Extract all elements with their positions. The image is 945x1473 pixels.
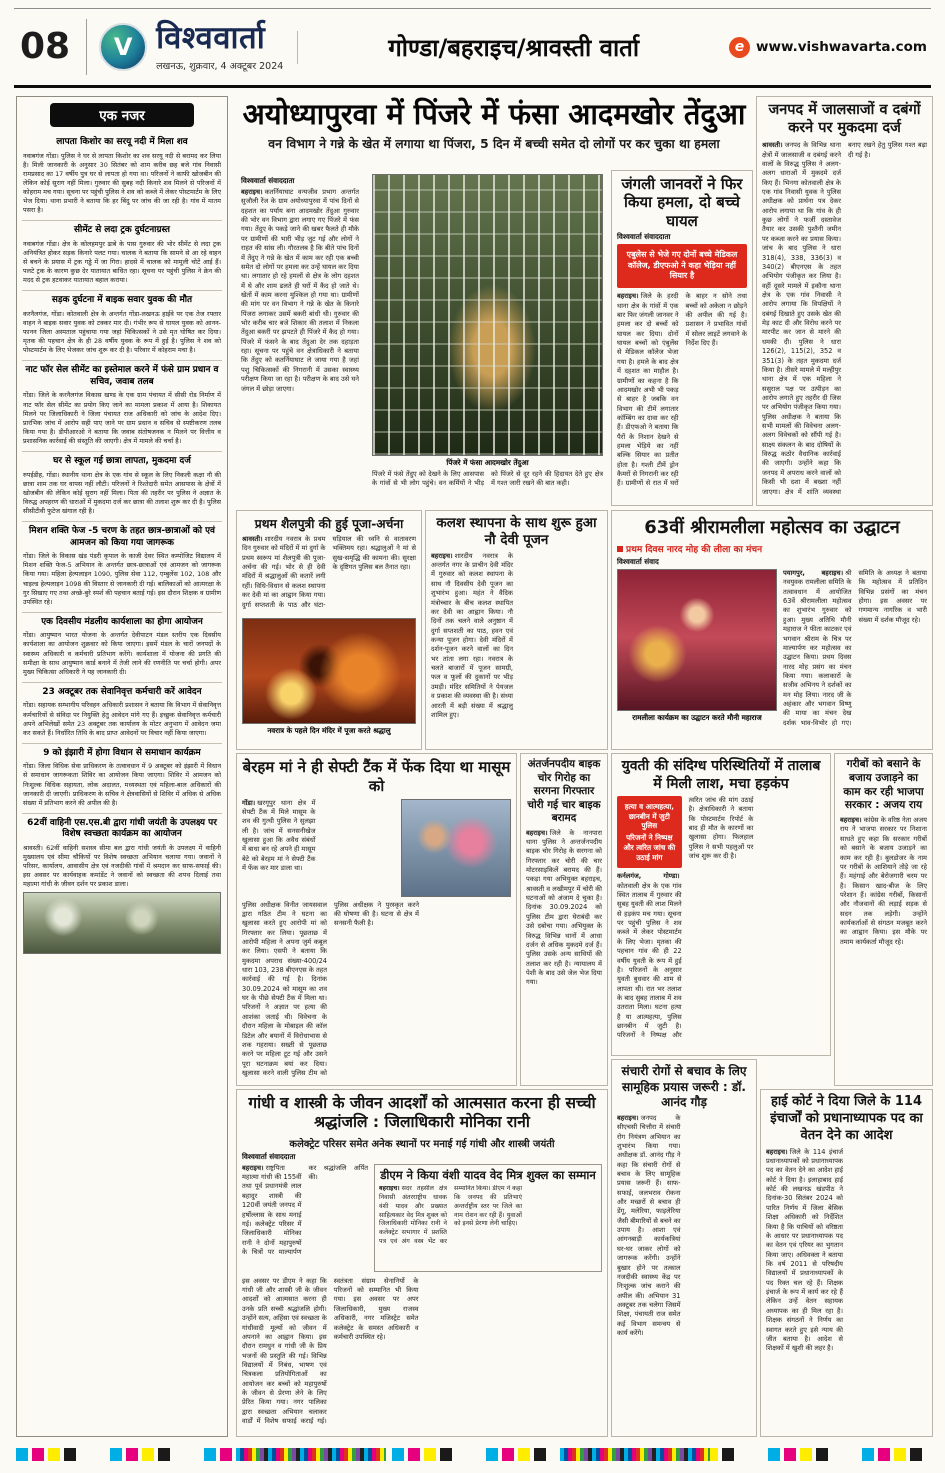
sanchari-headline: संचारी रोगों से बचाव के लिए सामूहिक प्रयास जरूरी : डॉ. आनंद गौड़ (621, 1064, 747, 1110)
highcourt-headline: हाई कोर्ट ने दिया जिले के 114 इंचार्जों को प्रधानाध्यापक पद का वेतन देने का आदेश (770, 1094, 923, 1143)
brief-legal-camp (22, 744, 222, 814)
kalash-body: बहराइच। शारदीय नवरात्र के अन्तर्गत नगर के प्राचीन देवी मंदिर में गुरुवार को कलश स्थापना के साथ नौ दिवसीय देवी पूजन का शुभारंभ हुआ। महंत ने वैदिक मंत्रोच्चार के बीच कलश स्थापित कर देवी का आह्वान किया। नौ दिनों तक चलने वाले अनुष्ठान में दुर्गा सप्तशती का पाठ, हवन एवं कन्या पूजन होगा। देवी मंदिरों में दर्शन-पूजन करने वालों का दिन भर तांता लगा रहा। नवरात्र के चलते बाजारों में पूजन सामग्री, फल व फूलों की दुकानों पर भीड़ उमड़ी। मंदिर समितियों ने पेयजल व प्रकाश की व्यवस्था की है। संध्या आरती में बड़ी संख्या में श्रद्धालु शामिल हुए। (431, 551, 513, 719)
lead-body: बहराइच। कतर्नियाघाट वन्यजीव प्रभाग अन्तर्गत सुजौली रेंज के ग्राम अयोध्यापुरवा में पांच दिनों से दहशत का पर्याय बना आदमखोर तेंदुआ गुरुवार की भोर वन विभाग द्वारा लगाए गए पिंजरे में फंस गया। तेंदुए के पकड़े जाने की खबर फैलते ही मौके पर ग्रामीणों की भारी भीड़ जुट गई और लोगों ने राहत की सांस ली। गौरतलब है कि बीते पांच दिनों में तेंदुए ने गन्ने के खेत में काम कर रही एक बच्ची समेत दो लोगों पर हमला कर उन्हें घायल कर दिया था। लगातार हो रहे हमलों से क्षेत्र के लोग दहशत में थे और शाम ढलते ही घरों में कैद हो जाते थे। खेतों में काम करना मुश्किल हो गया था। ग्रामीणों की मांग पर वन विभाग ने गन्ने के खेत के किनारे पिंजरा लगाकर उसमें बकरी बांधी थी। गुरुवार की भोर करीब चार बजे शिकार की तलाश में निकला तेंदुआ बकरी पर झपटते ही पिंजरे में कैद हो गया। पिंजरे में फंसने के बाद तेंदुआ देर तक दहाड़ता रहा। सूचना पर पहुंचे वन क्षेत्राधिकारी ने बताया कि तेंदुए को कतर्नियाघाट ले जाया गया है जहां पशु चिकित्सकों की निगरानी में उसका स्वास्थ्य परीक्षण किया जा रहा है। परीक्षण के बाद उसे घने जंगल में छोड़ा जाएगा। (241, 188, 359, 393)
article-dm-samman (374, 1164, 602, 1272)
brief-headline: 9 को इंझारी में होगा विधान से समाधान कार्यक्रम (43, 747, 201, 758)
brief-headline: घर से स्कूल गई छात्रा लापता, मुकदमा दर्ज (53, 456, 191, 467)
brief-ssb-swachhata (22, 814, 222, 961)
brief-body: करनैलगंज, गोंडा। कोतवाली क्षेत्र के अन्तर्गत गोंडा-लखनऊ हाईवे पर एक तेज रफ्तार वाहन ने बाइक सवार युवक को टक्कर मार दी। गंभीर रूप से घायल युवक को आनन-फानन जिला अस्पताल पहुंचाया गया जहां चिकित्सकों ने उसे मृत घोषित कर दिया। मृतक की पहचान क्षेत्र के ही 28 वर्षीय युवक के रूप में हुई है। पुलिस ने शव को पोस्टमार्टम के लिए भेजकर जांच शुरू कर दी है। परिवार में कोहराम मचा है। (23, 309, 221, 355)
gandhi-headline: गांधी व शास्त्री के जीवन आदर्शों को आत्मसात करना ही सच्ची श्रद्धांजलि : जिलाधिकारी मोनिका रानी (248, 1094, 596, 1132)
berham-dateline: गोंडा। (242, 798, 256, 807)
puja-photo-caption: नवरात्र के पहले दिन मंदिर में पूजा करते श्रद्धालु (267, 726, 391, 735)
brief-headline: लापता किशोर का सरयू नदी में मिला शव (56, 137, 188, 147)
brief-missing-boy (22, 133, 222, 221)
garib-body: बहराइच। कांग्रेस के वरिष्ठ नेता अजय राय ने भाजपा सरकार पर निशाना साधते हुए कहा कि सरकार गरीबों को बसाने के बजाय उजाड़ने का काम कर रही है। बुलडोजर के नाम पर गरीबों के आशियाने तोड़े जा रहे हैं। महंगाई और बेरोजगारी चरम पर है। किसान खाद-बीज के लिए परेशान हैं। कांग्रेस गरीबों, किसानों और नौजवानों की लड़ाई सड़क से सदन तक लड़ेगी। उन्होंने कार्यकर्ताओं से संगठन मजबूत करने का आह्वान किया। इस मौके पर तमाम कार्यकर्ता मौजूद रहे। (840, 816, 927, 946)
gandhi-byline: विश्ववार्ता संवाददाता (242, 1151, 296, 1161)
yuvati-body: कोतवाली क्षेत्र के एक गांव स्थित तालाब में गुरुवार की सुबह युवती की लाश मिलने से हड़कंप मच गया। सूचना पर पहुंची पुलिस ने शव कब्जे में लेकर पोस्टमार्टम के लिए भेजा। मृतका की पहचान गांव की ही 22 वर्षीय युवती के रूप में हुई है। परिजनों के अनुसार युवती बुधवार की शाम से लापता थी। रात भर तलाश के बाद सुबह तालाब में शव उतराता मिला। घटना हत्या है या आत्महत्या, पुलिस छानबीन में जुटी है। परिजनों ने निष्पक्ष और त्वरित जांच की मांग उठाई है। क्षेत्राधिकारी ने बताया कि पोस्टमार्टम रिपोर्ट के बाद ही मौत के कारणों का खुलासा होगा। फिलहाल पुलिस ने सभी पहलुओं पर जांच शुरू कर दी है। (617, 796, 754, 1040)
shail-body: श्रावस्ती। शारदीय नवरात्र के प्रथम दिन गुरुवार को मंदिरों में मां दुर्गा के प्रथम स्वरूप मां शैलपुत्री की पूजा-अर्चना की गई। भोर से ही देवी मंदिरों में श्रद्धालुओं की कतारें लगी रहीं। विधि-विधान से कलश स्थापना कर देवी मां का आह्वान किया गया। दुर्गा सप्तशती के पाठ और घंटा-घड़ियाल की ध्वनि से वातावरण भक्तिमय रहा। श्रद्धालुओं ने मां से सुख-समृद्धि की कामना की। सुरक्षा के दृष्टिगत पुलिस बल तैनात रहा। (242, 535, 416, 609)
color-calibration-strip (236, 1448, 386, 1461)
garib-dateline: बहराइच। (840, 816, 862, 825)
berham-top-row (242, 799, 511, 897)
gandhi-body-1: बहराइच। राष्ट्रपिता महात्मा गांधी की 155वीं तथा पूर्व प्रधानमंत्री लाल बहादुर शास्त्री की 120वीं जयंती जनपद में हर्षोल्लास के साथ मनाई गई। कलेक्ट्रेट परिसर में जिलाधिकारी मोनिका रानी ने दोनों महापुरुषों के चित्रों पर माल्यार्पण कर श्रद्धांजलि अर्पित की। (242, 1163, 368, 1256)
article-highcourt-order (760, 1089, 933, 1437)
cmyk-registration-strip (16, 1448, 933, 1461)
attack-headline: जंगली जानवरों ने फिर किया हमला, दो बच्चे घायल (621, 175, 743, 230)
bike-body: बहराइच। जिले के नानपारा थाना पुलिस ने अन्तर्जनपदीय बाइक चोर गिरोह के सरगना को गिरफ्तार कर चोरी की चार मोटरसाइकिलें बरामद की हैं। पकड़ा गया अभियुक्त बहराइच, श्रावस्ती व लखीमपुर में चोरी की घटनाओं को अंजाम दे चुका है। दिनांक 30.09.2024 को पुलिस टीम द्वारा घेराबंदी कर उसे दबोचा गया। अभियुक्त के विरुद्ध विभिन्न थानों में आधा दर्जन से अधिक मुकदमे दर्ज हैं। पुलिस उसके अन्य साथियों की तलाश कर रही है। न्यायालय में पेशी के बाद उसे जेल भेज दिया गया। (526, 828, 602, 987)
highcourt-dateline: बहराइच। (766, 1147, 788, 1156)
article-safety-tank-murder (236, 753, 517, 1086)
brief-body: गोंडा। जिले के करनैलगंज विकास खण्ड के एक ग्राम पंचायत में सीसी रोड निर्माण में नाट फॉर सेल सीमेंट का प्रयोग किए जाने का मामला प्रकाश में आया है। शिकायत मिलने पर जिलाधिकारी ने जिला पंचायत राज अधिकारी को जांच के आदेश दिए। प्रारंभिक जांच में आरोप सही पाए जाने पर ग्राम प्रधान व सचिव से स्पष्टीकरण तलब किया गया है। डीपीआरओ ने बताया कि जवाब संतोषजनक न मिलने पर वित्तीय व प्रशासनिक कार्रवाई की संस्तुति की जाएगी। क्षेत्र में मामले की चर्चा है। (23, 391, 221, 445)
fraud-body: श्रावस्ती। जनपद के विभिन्न थाना क्षेत्रों में जालसाजी व दबंगई करने वालों के विरुद्ध पुलिस ने अलग-अलग धाराओं में मुकदमे दर्ज किए हैं। भिनगा कोतवाली क्षेत्र के एक गांव निवासी युवक ने पुलिस अधीक्षक को प्रार्थना पत्र देकर आरोप लगाया था कि गांव के ही कुछ लोगों ने फर्जी दस्तावेज तैयार कर उसकी पुश्तैनी जमीन पर कब्जा करने का प्रयास किया। जांच के बाद पुलिस ने धारा 318(4), 338, 336(3) व 340(2) बीएनएस के तहत अभियोग पंजीकृत कर लिया है। वहीं दूसरे मामले में इकौना थाना क्षेत्र के एक गांव निवासी ने आरोप लगाया कि विपक्षियों ने दबंगई दिखाते हुए उसके खेत की मेड़ काट दी और विरोध करने पर मारपीट कर जान से मारने की धमकी दी। पुलिस ने धारा 126(2), 115(2), 352 व 351(3) के तहत मुकदमा दर्ज किया है। तीसरे मामले में मल्हीपुर थाना क्षेत्र में एक महिला ने ससुराल पक्ष पर उत्पीड़न का आरोप लगाते हुए तहरीर दी जिस पर अभियोग पंजीकृत किया गया। पुलिस अधीक्षक ने बताया कि सभी मामलों की विवेचना अलग-अलग विवेचकों को सौंपी गई है। साक्ष्य संकलन के बाद दोषियों के विरुद्ध कठोर वैधानिक कार्रवाई की जाएगी। उन्होंने कहा कि जनपद में अपराध करने वालों को किसी भी दशा में बख्शा नहीं जाएगा। क्षेत्र में शांति व्यवस्था बनाए रखने हेतु पुलिस गश्त बढ़ा दी गई है। (762, 141, 927, 496)
article-shailputri-puja (236, 510, 422, 750)
brief-body: नवाबगंज गोंडा। पुलिस ने घर से लापता किशोर का शव सरयू नदी से बरामद कर लिया है। मिली जानकारी के अनुसार 30 सितंबर को शाम करीब छह बजे गांव निवासी रामप्रसाद का 17 वर्षीय पुत्र घर से लापता हो गया था। परिजनों ने काफी खोजबीन की लेकिन कोई सुराग नहीं मिला। गुरुवार की सुबह नदी किनारे शव मिलने से परिजनों में कोहराम मच गया। सूचना पर पहुंची पुलिस ने शव को कब्जे में लेकर पोस्टमार्टम के लिए भेज दिया। थाना प्रभारी ने बताया कि हर बिंदु पर जांच की जा रही है। गांव में मातम पसरा है। (23, 151, 221, 215)
attack-body: बहराइच। जिले के हरदी थाना क्षेत्र के गांवों में एक बार फिर जंगली जानवर ने हमला कर दो बच्चों को घायल कर दिया। दोनों घायल बच्चों को एंबुलेंस से मेडिकल कॉलेज भेजा गया है। हमले के बाद क्षेत्र में दहशत का माहौल है। ग्रामीणों का कहना है कि आदमखोर अभी भी पकड़ से बाहर है जबकि वन विभाग की टीमें लगातार कॉम्बिंग का दावा कर रही हैं। डीएफओ ने बताया कि पैरों के निशान देखने से हमला भेड़िये का नहीं बल्कि सियार का प्रतीत होता है। गश्ती टीमें ड्रोन कैमरों से निगरानी कर रही हैं। ग्रामीणों से रात में घरों के बाहर न सोने तथा बच्चों को अकेला न छोड़ने की अपील की गई है। प्रशासन ने प्रभावित गांवों में सोलर लाइटें लगवाने के निर्देश दिए हैं। (617, 292, 747, 488)
brief-retired-apply (22, 683, 222, 744)
yuvati-dateline: कर्नलगंज, गोण्डा। (617, 872, 680, 881)
lead-story-header (234, 94, 754, 170)
kalash-headline: कलश स्थापना के साथ शुरू हुआ नौ देवी पूजन (436, 515, 597, 548)
brief-body: गोंडा। आयुष्मान भारत योजना के अन्तर्गत देवीपाटन मंडल स्तरीय एक दिवसीय कार्यशाला का आयोजन शुक्रवार को किया जाएगा। इसमें मंडल के चारों जनपदों के स्वास्थ्य अधिकारी व कर्मचारी प्रतिभाग करेंगे। कार्यशाला में योजना की प्रगति की समीक्षा के साथ आयुष्मान कार्ड बनाने में तेजी लाने की रणनीति पर चर्चा होगी। अपर मुख्य चिकित्सा अधिकारी ने यह जानकारी दी। (23, 631, 221, 676)
kalash-dateline: बहराइच। (431, 551, 453, 560)
brief-headline: 23 अक्टूबर तक सेवानिवृत्त कर्मचारी करें आवेदन (42, 686, 202, 697)
dm-body: बहराइच। सदर तहसील क्षेत्र निवासी अंतरराष्ट्रीय धावक वंशी यादव और प्रख्यात साहित्यकार वेद मित्र शुक्ल को जिलाधिकारी मोनिका रानी ने कलेक्ट्रेट सभागार में प्रशस्ति पत्र एवं अंग वस्त्र भेंट कर सम्मानित किया। डीएम ने कहा कि जनपद की प्रतिभाएं अन्तर्राष्ट्रीय स्तर पर जिले का नाम रोशन कर रही हैं। युवाओं को इनसे प्रेरणा लेनी चाहिए। (379, 1184, 522, 1246)
shail-dateline: श्रावस्ती। (242, 535, 263, 543)
ramlila-headline: 63वीं श्रीरामलीला महोत्सव का उद्घाटन (644, 517, 900, 538)
brief-missing-girl (22, 452, 222, 522)
brief-headline: एक दिवसीय मंडलीय कार्यशाला का होगा आयोजन (41, 616, 203, 627)
bike-dateline: बहराइच। (526, 828, 548, 837)
police-arrest-photo (401, 799, 511, 897)
page-number: 08 (14, 19, 87, 75)
website-url: www.vishwavarta.com (756, 39, 927, 55)
sanchari-body: बहराइच। जनपद के सीएचसी चित्तौरा में संचारी रोग नियंत्रण अभियान का शुभारंभ किया गया। अधीक्षक डॉ. आनंद गौड़ ने कहा कि संचारी रोगों से बचाव के लिए सामूहिक प्रयास जरूरी हैं। साफ-सफाई, जलभराव रोकना और मच्छरों से बचाव ही डेंगू, मलेरिया, फाइलेरिया जैसी बीमारियों से बचने का उपाय है। आशा एवं आंगनबाड़ी कार्यकत्रियां घर-घर जाकर लोगों को जागरूक करेंगी। उन्होंने बुखार होने पर तत्काल नजदीकी स्वास्थ्य केंद्र पर निःशुल्क जांच कराने की अपील की। अभियान 31 अक्टूबर तक चलेगा जिसमें शिक्षा, पंचायती राज समेत कई विभाग समन्वय से कार्य करेंगे। (617, 1113, 681, 1338)
gandhi-subhead: कलेक्ट्रेट परिसर समेत अनेक स्थानों पर मनाई गई गांधी और शास्त्री जयंती (289, 1138, 555, 1150)
berham-headline: बेरहम मां ने ही सेफ्टी टैंक में फेंक दिया था मासूम को (242, 758, 511, 795)
masthead-logo-icon (99, 23, 147, 71)
article-ajay-rai-statement (834, 753, 933, 1086)
berham-body-2: पुलिस अधीक्षक विनीत जायसवाल द्वारा गठित टीम ने घटना का खुलासा करते हुए आरोपी मां को गिरफ्तार कर लिया। पूछताछ में आरोपी महिला ने अपना जुर्म कबूल कर लिया। एसपी ने बताया कि मुकदमा अपराध संख्या-400/24 धारा 103, 238 बीएनएस के तहत कार्रवाई की गई है। दिनांक 30.09.2024 को मासूम का शव घर के पीछे सेफ्टी टैंक में मिला था। परिजनों ने अज्ञात पर हत्या की आशंका जताई थी। विवेचना के दौरान महिला के मोबाइल की कॉल डिटेल और बयानों में विरोधाभास से शक गहराया। सख्ती से पूछताछ करने पर महिला टूट गई और उसने पूरा घटनाक्रम बयां कर दिया। खुलासा करने वाली पुलिस टीम को पुलिस अधीक्षक ने पुरस्कृत करने की घोषणा की है। घटना से क्षेत्र में सनसनी फैली है। (242, 900, 419, 1077)
brief-body: गोंडा। सहायक सम्भागीय परिवहन अधिकारी प्रशासन ने बताया कि विभाग में सेवानिवृत्त कर्मचारियों से संविदा पर नियुक्ति हेतु आवेदन मांगे गए हैं। इच्छुक सेवानिवृत्त कर्मचारी अपने अभिलेखों समेत 23 अक्टूबर तक कार्यालय के मोटर अनुभाग में आवेदन जमा कर सकते हैं। निर्धारित तिथि के बाद प्राप्त आवेदनों पर विचार नहीं किया जाएगा। (23, 701, 221, 737)
ramlila-kicker: प्रथम दिवस नारद मोह की लीला का मंचन (617, 542, 927, 555)
yuvati-headline: युवती की संदिग्ध परिस्थितियों में तालाब में मिली लाश, मचा हड़कंप (621, 758, 821, 792)
lead-dateline: बहराइच। (241, 188, 263, 196)
garib-headline: गरीबों को बसाने के बजाय उजाड़ने का काम कर रही भाजपा सरकार : अजय राय (843, 758, 924, 812)
brief-truck-accident (22, 221, 222, 291)
yuvati-highlight-2: परिजनों ने निष्पक्ष और त्वरित जांच की उठाई मांग (623, 833, 676, 862)
dm-dateline: बहराइच। (379, 1184, 400, 1192)
ramlila-text-block (783, 569, 927, 731)
lead-body-continued: पिंजरे में फंसे तेंदुए को देखने के लिए आसपास के गांवों से भी लोग पहुंचे। वन कर्मियों ने भीड़ को पिंजरे से दूर रहने की हिदायत देते हुए क्षेत्र में गश्त जारी रखने की बात कही। (372, 470, 603, 488)
brief-headline: 62वीं वाहिनी एस.एस.बी द्वारा गांधी जयंती के उपलक्ष्य पर विशेष स्वच्छता कार्यक्रम का आयोजन (27, 817, 217, 840)
article-pond-body-found (611, 753, 831, 1056)
brief-body: गोंडा। जिले के विकास खंड पंडरी कृपाल के काजी देवर स्थित कम्पोजिट विद्यालय में मिशन शक्ति फेज-5 अभियान के अन्तर्गत छात्र-छात्राओं एवं आमजन को जागरूक किया गया। महिला हेल्पलाइन 1090, पुलिस सेवा 112, एम्बुलेंस 102, 108 और चाइल्ड हेल्पलाइन 1098 की विस्तार से जानकारी दी गई। बालिकाओं को आत्मरक्षा के गुर सिखाए गए तथा अच्छे-बुरे स्पर्श की पहचान बताई गई। इस दौरान शिक्षक व ग्रामीण उपस्थित रहे। (23, 552, 221, 606)
berham-body-1: गोंडा। खरगूपुर थाना क्षेत्र में सेफ्टी टैंक में मिले मासूम के शव की गुत्थी पुलिस ने सुलझा ली है। जांच में सनसनीखेज खुलासा हुआ कि अवैध संबंधों में बाधा बन रहे अपने ही मासूम बेटे को बेरहम मां ने सेफ्टी टैंक में फेंक कर मार डाला था। (242, 798, 316, 873)
sidebar-ek-nazar (16, 96, 228, 1437)
brief-cement-probe (22, 361, 222, 452)
masthead-title: विश्ववार्ता (156, 19, 266, 56)
bike-headline: अंतर्जनपदीय बाइक चोर गिरोह का सरगना गिरफ्तार चोरी गई चार बाइक बरामद (527, 758, 601, 825)
dm-headline: डीएम ने किया वंशी यादव वेद मित्र शुक्ल का सम्मान (380, 1167, 596, 1182)
leopard-cage-photo (372, 174, 603, 456)
article-sanchari-rog (611, 1059, 757, 1437)
ramlila-photo-block (617, 569, 777, 731)
fraud-headline: जनपद में जालसाजों व दबंगों करने पर मुकदमा दर्ज (768, 102, 921, 137)
brief-headline: मिशन शक्ति फेज -5 चरण के तहत छात्र-छात्राओं को एवं आमजन को किया गया जागरूक (29, 526, 215, 548)
ramlila-body: पयागपुर, बहराइच। श्री नवयुवक रामलीला समिति के तत्वावधान में आयोजित 63वें श्रीरामलीला महोत्सव का शुभारंभ गुरुवार को हुआ। मुख्य अतिथि मौनी महाराज ने फीता काटकर एवं भगवान श्रीराम के चित्र पर माल्यार्पण कर महोत्सव का उद्घाटन किया। प्रथम दिवस नारद मोह प्रसंग का मंचन किया गया। कलाकारों के सजीव अभिनय ने दर्शकों का मन मोह लिया। नारद जी के अहंकार और भगवान विष्णु की माया का मंचन देख दर्शक भाव-विभोर हो गए। समिति के अध्यक्ष ने बताया कि महोत्सव में प्रतिदिन विभिन्न प्रसंगों का मंचन होगा। इस अवसर पर गणमान्य नागरिक व भारी संख्या में दर्शक मौजूद रहे। (783, 569, 927, 727)
yuvati-highlight-1: हत्या व आत्महत्या, छानबीन में जुटी पुलिस (624, 802, 674, 831)
article-bike-thief-gang (520, 753, 608, 1086)
lead-photo-block (367, 170, 608, 506)
attack-byline: विश्ववार्ता संवाददाता (617, 231, 671, 241)
ramlila-content (617, 569, 927, 731)
lead-photo-caption: पिंजरे में फंसा आदमखोर तेंदुआ (446, 458, 529, 467)
fraud-dateline: श्रावस्ती। (762, 141, 783, 150)
article-gandhi-shastri-jayanti (236, 1089, 608, 1437)
gandhi-top-row (242, 1164, 602, 1272)
brief-headline: नाट फॉर सेल सीमेंट का इस्तेमाल करने में फंसे ग्राम प्रधान व सचिव, जवाब तलब (25, 365, 219, 387)
sanchari-dateline: बहराइच। (617, 1113, 639, 1122)
masthead-text (156, 19, 284, 72)
masthead-dateline: लखनऊ, शुक्रवार, 4 अक्टूबर 2024 (156, 60, 284, 72)
yuvati-highlight-box (617, 796, 682, 868)
puja-photo (242, 618, 416, 724)
ramlila-byline: विश्ववार्ता संवाद (617, 557, 659, 566)
section-title: गोण्डा/बहराइच/श्रावस्ती वार्ता (297, 31, 729, 64)
brief-body: रुपईडीह, गोंडा। स्थानीय थाना क्षेत्र के एक गांव से स्कूल के लिए निकली कक्षा नौ की छात्रा शाम तक घर वापस नहीं लौटी। परिजनों ने रिश्तेदारी समेत आसपास के क्षेत्रों में खोजबीन की लेकिन कोई सुराग नहीं मिला। पिता की तहरीर पर पुलिस ने अज्ञात के विरुद्ध अपहरण की धाराओं में मुकदमा दर्ज कर छात्रा की तलाश शुरू कर दी है। पुलिस सीसीटीवी फुटेज खंगाल रही है। (23, 470, 221, 515)
attack-dateline: बहराइच। (617, 292, 639, 301)
ramlila-photo (617, 569, 777, 711)
brief-body: नवाबगंज गोंडा। क्षेत्र के कोलहमपुर ढाबे के पास गुरुवार की भोर सीमेंट से लदा ट्रक अनियंत्रित होकर सड़क किनारे पलट गया। चालक ने बताया कि सामने से आ रहे वाहन से बचने के प्रयास में ट्रक गड्ढे में जा गिरा। हादसे में चालक को मामूली चोटें आई हैं। पलटे ट्रक के कारण कुछ देर यातायात बाधित रहा। सूचना पर पहुंची पुलिस ने क्रेन की मदद से ट्रक हटवाकर यातायात बहाल कराया। (23, 239, 221, 285)
brief-headline: सड़क दुर्घटना में बाइक सवार युवक की मौत (51, 295, 193, 306)
attack-highlight-box: एबुलेस से भेजे गए दोनों बच्चे मेडिकल कॉलेज, डीएफओ ने कहा भेड़िया नहीं सियार है (617, 244, 747, 288)
lead-byline: विश्ववार्ता संवाददाता (241, 176, 295, 185)
gandhi-dateline: बहराइच। (242, 1163, 264, 1172)
brief-mission-shakti (22, 522, 222, 613)
website-block (729, 37, 931, 58)
logo-letter: V (113, 33, 133, 61)
brief-body: श्रावस्ती। 62वीं वाहिनी सशस्त्र सीमा बल द्वारा गांधी जयंती के उपलक्ष्य में वाहिनी मुख्यालय एवं सीमा चौकियों पर विशेष स्वच्छता अभियान चलाया गया। जवानों ने परिसर, कार्यालय, आवासीय क्षेत्र एवं नजदीकी गांवों में श्रमदान कर साफ-सफाई की। इस अवसर पर कार्यवाहक कमांडेंट ने जवानों को स्वच्छता की शपथ दिलाई तथा महात्मा गांधी के जीवन दर्शन पर प्रकाश डाला। (23, 844, 221, 889)
lead-headline: अयोध्यापुरवा में पिंजरे में फंसा आदमखोर तेंदुआ (242, 97, 746, 131)
ssb-group-photo (23, 892, 221, 954)
brief-workshop (22, 613, 222, 683)
red-square-bullet-icon (617, 546, 623, 552)
brief-body: गोंडा। जिला विधिक सेवा प्राधिकरण के तत्वावधान में 9 अक्टूबर को इंझारी में विधान से समाधान जागरूकता शिविर का आयोजन किया जाएगा। शिविर में आमजन को निःशुल्क विधिक सहायता, लोक अदालत, मध्यस्थता एवं महिला-बाल अधिकारों की जानकारी दी जाएगी। प्राधिकरण के सचिव ने क्षेत्रवासियों से शिविर में अधिक से अधिक संख्या में प्रतिभाग करने की अपील की है। (23, 762, 221, 807)
gandhi-body-2: इस अवसर पर डीएम ने कहा कि गांधी जी और शास्त्री जी के जीवन आदर्शों को आत्मसात करना ही उनके प्रति सच्ची श्रद्धांजलि होगी। उन्होंने सत्य, अहिंसा एवं स्वच्छता के गांधीवादी मूल्यों को जीवन में अपनाने का आह्वान किया। इस दौरान रामधुन व गांधी जी के प्रिय भजनों की प्रस्तुति की गई। विभिन्न विद्यालयों में निबंध, भाषण एवं चित्रकला प्रतियोगिताओं का आयोजन कर बच्चों को महापुरुषों के जीवन से प्रेरणा लेने के लिए प्रेरित किया गया। नगर पालिका द्वारा स्वच्छता अभियान चलाकर वार्डों में विशेष सफाई कराई गई। स्वतंत्रता संग्राम सेनानियों के परिजनों को सम्मानित भी किया गया। इस अवसर पर अपर जिलाधिकारी, मुख्य राजस्व अधिकारी, नगर मजिस्ट्रेट समेत कलेक्ट्रेट के समस्त अधिकारी व कर्मचारी उपस्थित रहे। (242, 1276, 419, 1426)
color-calibration-strip (560, 1448, 710, 1461)
e-logo-icon: e (729, 37, 750, 58)
lead-story-text (236, 170, 364, 506)
shail-headline: प्रथम शैलपुत्री की हुई पूजा-अर्चना (254, 517, 404, 531)
brief-headline: सीमेंट से लदा ट्रक दुर्घटनाग्रस्त (74, 225, 170, 236)
article-kalash-sthapana (425, 510, 608, 750)
lead-subhead: वन विभाग ने गन्ने के खेत में लगाया था पिंजरा, 5 दिन में बच्ची समेत दो लोगों पर कर चुका था हमला (268, 137, 720, 152)
highcourt-body: बहराइच। जिले के 114 इंचार्ज प्रधानाध्यापकों को प्रधानाध्यापक पद का वेतन देने का आदेश हाई कोर्ट ने दिया है। इलाहाबाद हाई कोर्ट की लखनऊ खंडपीठ ने दिनांक-30 सितंबर 2024 को पारित निर्णय में जिला बेसिक शिक्षा अधिकारी को निर्देशित किया है कि याचियों को वरिष्ठता के आधार पर प्रधानाध्यापक पद का वेतन एवं एरियर का भुगतान किया जाए। अधिवक्ता ने बताया कि वर्ष 2011 से परिषदीय विद्यालयों में प्रधानाध्यापकों के पद रिक्त चल रहे हैं। शिक्षक इंचार्ज के रूप में कार्य कर रहे हैं लेकिन उन्हें वेतन सहायक अध्यापक का ही मिल रहा है। शिक्षक संगठनों ने निर्णय का स्वागत करते हुए इसे न्याय की जीत बताया है। आदेश से शिक्षकों में खुशी की लहर है। (766, 1147, 843, 1353)
article-animal-attack (611, 170, 753, 506)
article-fraud-fir (756, 96, 933, 506)
yuvati-body-columns (617, 796, 825, 1042)
ramlila-dateline: पयागपुर, बहराइच। (783, 569, 844, 577)
gandhi-left-text (242, 1164, 368, 1272)
article-ramlila-udghatan (611, 510, 933, 750)
brief-bike-death (22, 291, 222, 361)
sidebar-title: एक नजर (50, 103, 194, 127)
ramlila-photo-caption: रामलीला कार्यक्रम का उद्घाटन करते मौनी महाराज (632, 713, 762, 722)
page-header (14, 8, 931, 88)
